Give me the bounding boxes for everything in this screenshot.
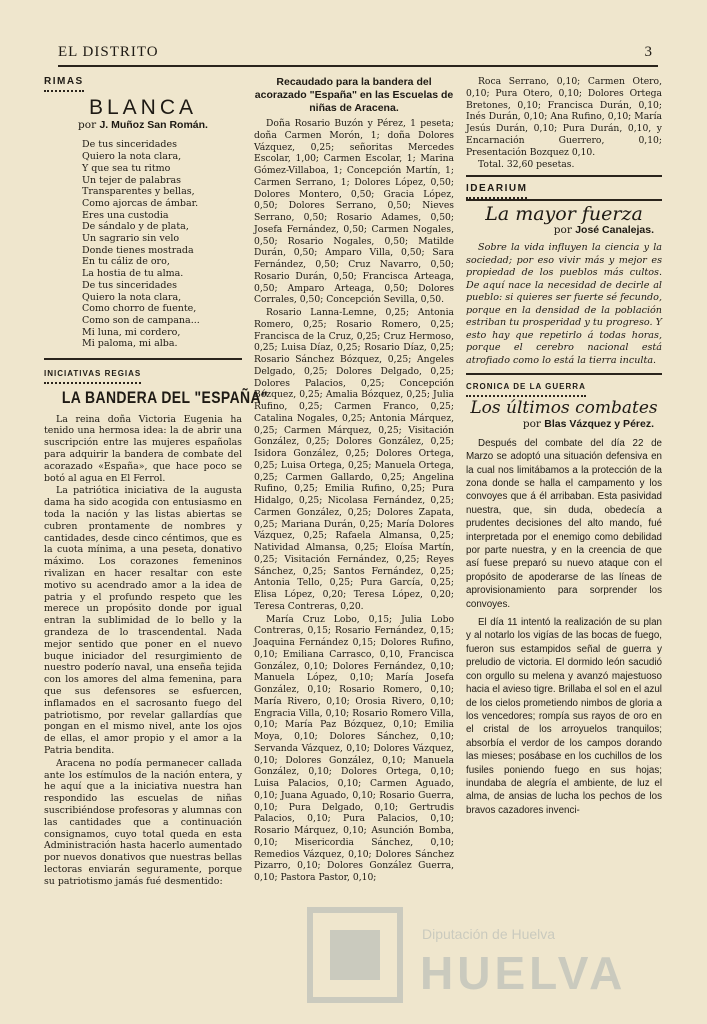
section-label-iniciativas: INICIATIVAS REGIAS [44, 368, 141, 384]
cronica-section [466, 381, 662, 817]
bandera-paragraph: La reina doña Victoria Eugenia ha tenido una hermosa idea: la de abrir una suscripción entre las mujeres españolas para adquirir la bandera de combate del acorazado «España», que hace poco se botó al agua en El Ferrol. [44, 413, 242, 484]
verse: Como chorro de fuente, [82, 303, 197, 315]
section-divider [466, 175, 662, 177]
idearium-title: La mayor fuerza [485, 202, 643, 225]
idearium-body [466, 242, 662, 367]
verse: Como ajorcas de ámbar. [82, 197, 199, 209]
cronica-body [466, 437, 662, 817]
cronica-paragraph: Después del combate del día 22 de Marzo se adoptó una situación defensiva en la cual nos limitábamos a la protección de la zona donde se halla el campamento y los convoyes que á él arribaban. Esta pasividad nuestra, que, sin duda, obedecía a prudentes decisiones del alto mando, fué interpretada por el enemigo como debilidad por parte nuestra, y en la creencia de que así fuese preparó su nuevo ataque con el propósito de apoderarse de las líneas de aprovisionamiento para sorprender los convoyes. [466, 437, 662, 610]
cronica-paragraph: El día 11 intentó la realización de su plan y al notarlo los vigías de las bocas de fuego, fueron sus estampidos señal de guerra y preludio de victoria. El dormido león sacudió con orgullo su melena y avanzó majestuoso hacia el avieso tigre. Brillaba el sol en el azul de los cielos prometiendo nimbos de gloria a los vencedores; rompía sus rayos de oro en el cristal de los arroyuelos tranquilos; absorbía el verdor de los campos dorando las mieses; posábase en los cuchillos de los fusiles poniendo fuego en sus hojas; inundaba de alegría el ambiente, de luz el alma, de ansias de lucha los pechos de los bravos cazadores invenci- [466, 617, 662, 816]
byline-prefix: por [522, 417, 541, 430]
newspaper-title: EL DISTRITO [58, 44, 159, 60]
watermark-emblem-icon [300, 900, 410, 1010]
bandera-headline: LA BANDERA DEL "ESPAÑA" [61, 387, 269, 407]
verse: Eres una custodia [82, 209, 169, 221]
section-divider [466, 373, 662, 375]
verse: Mi luna, mi cordero, [82, 326, 181, 338]
section-divider [466, 199, 662, 201]
section-label-cronica: CRONICA DE LA GUERRA [466, 381, 586, 397]
verse: De tus sinceridades [82, 279, 177, 291]
verse: Transparentes y bellas, [82, 186, 195, 198]
verse: Y que sea tu ritmo [82, 162, 171, 174]
idearium-author: José Canalejas. [575, 223, 654, 236]
verse: De tus sinceridades [82, 139, 177, 151]
poem-title: BLANCA [88, 95, 198, 119]
bandera-section [44, 368, 269, 887]
verse: Quiero la nota clara, [82, 291, 182, 303]
page-header [58, 44, 658, 66]
verse: En tu cáliz de oro, [82, 256, 170, 268]
section-label-rimas: RIMAS [44, 76, 84, 92]
poem-author: J. Muñoz San Román. [99, 118, 208, 131]
section-label-idearium: IDEARIUM [466, 183, 527, 199]
archive-watermark [300, 900, 680, 1010]
donation-list: Doña Rosario Buzón y Pérez, 1 peseta; doña Carmen Morón, 1; doña Dolores Vázquez, 0,25; señoritas Mercedes Escolar, 1,00; Carmen Escolar, 1; Marina Gómez-Villaboa, 1; Concepción Martín, 1; Carmen Serrano, 1; Dolores López, 0,50; Dolores Montero, 0,50; Gracia López, 0,50; Dolores Serrano, 0,50; Nieves Serrano, 0,50; Rosario Adames, 0,50; Josefa Fernández, 0,50; Carmen Nogales, 0,50; Rosario Nogales, 0,50; Matilde Durán, 0,50; Amparo Villa, 0,50; Sara Fernández, 0,50; Cruz Navarro, 0,50; Rosario Durán, 0,50; Francisca Arteaga, 0,50; Amparo Arteaga, 0,50; Dolores Corrales, 0,50; Concepción Sevilla, 0,50. [254, 118, 454, 306]
verse: Como son de campana... [82, 314, 200, 326]
column-right [466, 76, 662, 817]
byline-prefix: por [553, 223, 572, 236]
byline-prefix: por [78, 118, 97, 131]
poem-byline [44, 120, 242, 132]
verse: Un sagrario sin velo [82, 233, 180, 245]
rimas-section [44, 76, 242, 360]
section-divider [44, 358, 242, 360]
column-middle [254, 76, 454, 884]
idearium-byline [466, 225, 662, 237]
page-number: 3 [644, 44, 652, 60]
donation-total: Total. 32,60 pesetas. [478, 159, 575, 171]
recaudado-title: Recaudado para la bandera del acorazado "España" en las Escuelas de niñas de Aracena. [254, 76, 454, 114]
donation-list: Rosario Lanna-Lemne, 0,25; Antonia Romero, 0,25; Rosario Romero, 0,25; Francisca de la Cruz, 0,25; Cruz Hermoso, 0,25; Luisa Díaz, 0,25; Rosario Díaz, 0,25; Rosario Sánchez Bózquez, 0,25; Angeles Delgado, 0,25; Dolores Delgado, 0,25; Dolores Palacios, 0,25; Concepción Bózquez, 0,25; Amalia Bózquez, 0,25; Julia Rufino, 0,25; Carmen Franco, 0,25; Catalina Nogales, 0,25; Antonia Márquez, 0,25; Carmen Márquez, 0,25; Visitación González, 0,25; Dolores González, 0,25; Isidora González, 0,25; Dolores Ortega, 0,25; Luisa Ortega, 0,25; Manuela Ortega, 0,25; Carmen Gallardo, 0,25; Angelina Rufino, 0,25; Emilia Rufino, 0,25; Pura Hidalgo, 0,25; Nicolasa Fernández, 0,25; Carmen González, 0,25; Dolores Zapata, 0,25; Mariana Durán, 0,25; María Dolores Vázquez, 0,25; Rafaela Almansa, 0,25; Natividad Almansa, 0,25; Eloísa Martín, 0,25; Visitación Fernández, 0,25; Reyes Sánchez, 0,25; Santos Fernández, 0,25; Antonia Tello, 0,25; Pura García, 0,25; Elisa López, 0,20; Teresa López, 0,20; Teresa Contreras, 0,20. [254, 307, 454, 612]
cronica-byline [466, 419, 662, 431]
idearium-section [466, 183, 662, 375]
verse: La hostia de tu alma. [82, 268, 184, 280]
bandera-paragraph: Aracena no podía permanecer callada ante los estímulos de la nación entera, y he aquí que a la iniciativa nuestra han respondido las escuelas de niñas suscribiéndose profesoras y alumnas con las cantidades que a continuación consignamos, cuyo total queda en esta Administración hasta hacerlo aumentado por nuevos donativos que nuestras bellas lectoras enviarán seguramente, porque su patriotismo jamás fué desmentido: [44, 757, 242, 887]
donation-list-continued: Roca Serrano, 0,10; Carmen Otero, 0,10; Pura Otero, 0,10; Dolores Ortega Bretones, 0,10; Francisca Durán, 0,10; Inés Durán, 0,10; Ana Rufino, 0,10; María Jesús Durán, 0,10; Pura Durán, 0,10, y Encarnación Guerrero, 0,10; Presentación Bozquez 0,10. [466, 76, 662, 158]
cronica-author: Blas Vázquez y Pérez. [544, 417, 654, 430]
watermark-text: HUELVA [420, 947, 627, 999]
header-rule [58, 65, 658, 67]
watermark-subtitle: Diputación de Huelva [422, 926, 556, 942]
idearium-paragraph: Sobre la vida influyen la ciencia y la sociedad; por eso vivir más y mejor es propiedad de los pueblos más cultos. De aquí nace la necesidad de decirle al pueblo: si quieres ser fuerte sé fecundo, porque en la densidad de la población estriban tu prosperidad y tu progreso. Y esto hay que repetirlo á todas horas, porque el cerebro nacional está atrofiado como lo está la tierra inculta. [466, 242, 662, 366]
verse: De sándalo y de plata, [82, 221, 189, 233]
bandera-paragraph: La patriótica iniciativa de la augusta dama ha sido acogida con entusiasmo en toda la nación y las listas abiertas se cubren prontamente de nombres y cantidades, desde cinco céntimos, que es la cuota mínima, a una peseta, donativo máximo. Los corazones femeninos rivalizan en hacer resaltar con este motivo su acendrado amor a la idea de patria y el profundo respeto que les merece un propósito donde por igual entran la sublimidad de lo bello y la grandeza de lo trascendental. Nada mejor sentido que poner en el nuevo buque iniciador del resurgimiento de nuestro poderío naval, una enseña tejida con los amores del alma femenina, para que sus defensores se esfuercen, inflamados en el sacrosanto fuego del patriotismo, por revelar gallardías que pongan en el mismo nivel, ante los ojos de ellas, el amor propio y el amor a la Patria bendita. [44, 485, 242, 756]
verse: Mi paloma, mi alba. [82, 338, 178, 350]
verse: Un tejer de palabras [82, 174, 182, 186]
poem-verses [44, 139, 242, 350]
donation-list: María Cruz Lobo, 0,15; Julia Lobo Contreras, 0,15; Rosario Fernández, 0,15; Joaquina Fernández 0,15; Dolores Rufino, 0,10; Emiliana Carrasco, 0,10, Francisca González, 0,10; Dolores Fernández, 0,10; Manuela López, 0,10; María Josefa González, 0,10; Rosario Romero, 0,10; María Rivero, 0,10; Orosia Rivero, 0,10; Engracia Villa, 0,10; Rosario Romero Villa, 0,10; María Paz Bózquez, 0,10; Emilia Moya, 0,10; Dolores Sánchez, 0,10; Servanda Vázquez, 0,10; Dolores Vázquez, 0,10; Dolores González, 0,10; Manuela González, 0,10; Dolores Ortega, 0,10; Luisa Palacios, 0,10; Carmen Aguado, 0,10; Juana Aguado, 0,10; Rosario Guerra, 0,10; Pura Delgado, 0,10; Gertrudis Palacios, 0,10; Pura Palacios, 0,10; Rosario Márquez, 0,10; Asunción Bomba, 0,10; Misericordia Sánchez, 0,10; Remedios Vázquez, 0,10; Dolores Sánchez Pizarro, 0,10; Dolores González Guerra, 0,10; Pastora Pastor, 0,10; [254, 613, 454, 883]
cronica-title: Los últimos combates [470, 398, 658, 419]
column-left [44, 76, 269, 888]
verse: Quiero la nota clara, [82, 151, 182, 163]
verse: Donde tienes mostrada [82, 244, 194, 256]
